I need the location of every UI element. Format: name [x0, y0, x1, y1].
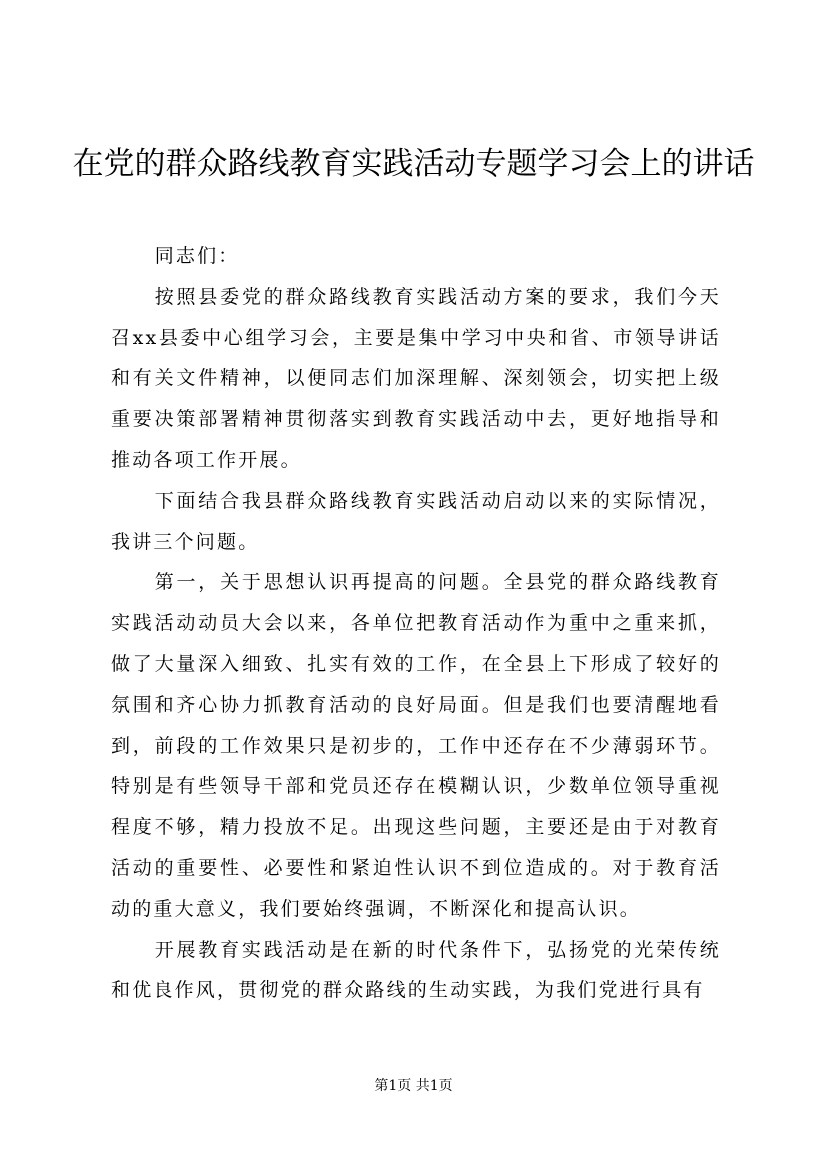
page-footer: 第1页 共1页 — [374, 1078, 453, 1094]
intro-paragraph: 按照县委党的群众路线教育实践活动方案的要求，我们今天召xx县委中心组学习会，主要是集中学习中央和省、市领导讲话和有关文件精神，以便同志们加深理解、深刻领会，切实把上级重要决策部署精神贯彻落实到教育实践活动中去，更好地指导和推动各项工作开展。 — [111, 285, 721, 471]
salutation-paragraph: 同志们： — [154, 245, 240, 267]
document-body — [111, 236, 721, 1011]
continuation-paragraph: 开展教育实践活动是在新的时代条件下，弘扬党的光荣传统和优良作风，贯彻党的群众路线的生动实践，为我们党进行具有 — [111, 938, 721, 1002]
document-title: 在党的群众路线教育实践活动专题学习会上的讲话 — [72, 146, 755, 182]
outline-paragraph: 下面结合我县群众路线教育实践活动启动以来的实际情况，我讲三个问题。 — [111, 489, 721, 553]
first-point-paragraph: 第一，关于思想认识再提高的问题。全县党的群众路线教育实践活动动员大会以来，各单位把教育活动作为重中之重来抓，做了大量深入细致、扎实有效的工作，在全县上下形成了较好的氛围和齐心协力抓教育活动的良好局面。但是我们也要清醒地看到，前段的工作效果只是初步的，工作中还存在不少薄弱环节。特别是有些领导干部和党员还存在模糊认识，少数单位领导重视程度不够，精力投放不足。出现这些问题，主要还是由于对教育活动的重要性、必要性和紧迫性认识不到位造成的。对于教育活动的重大意义，我们要始终强调，不断深化和提高认识。 — [111, 571, 721, 920]
